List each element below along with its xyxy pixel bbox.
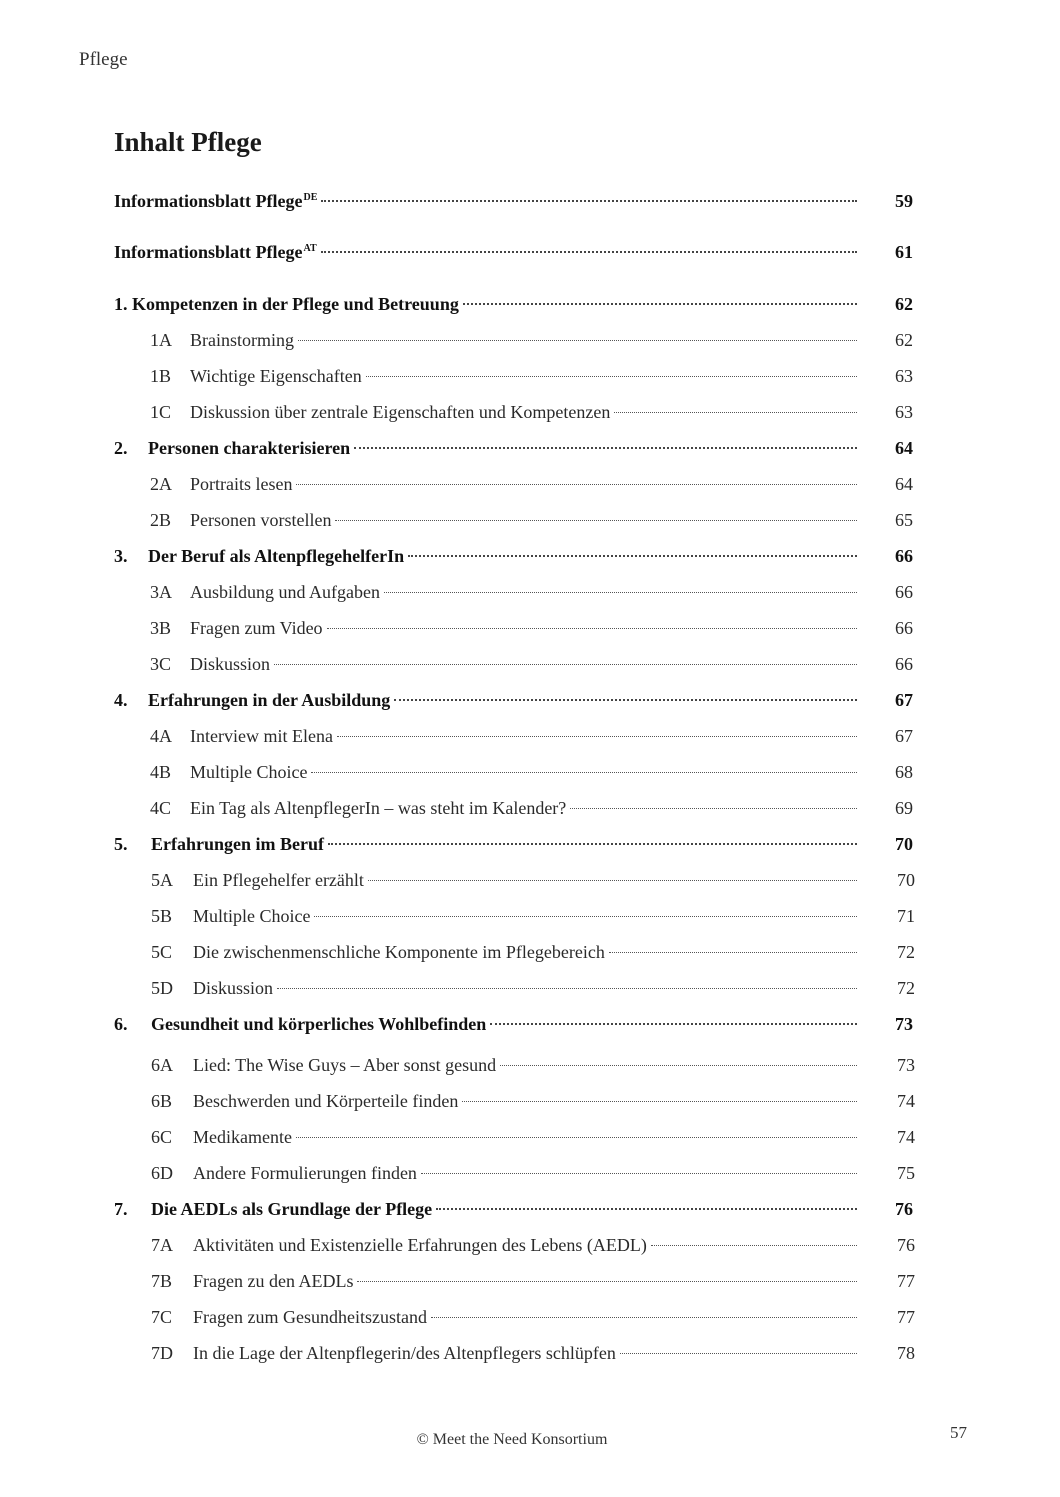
toc-chapter-row[interactable] [114, 189, 860, 213]
toc-section-row[interactable] [151, 868, 860, 892]
toc-page-number: 67 [895, 726, 913, 746]
toc-entry-label: Lied: The Wise Guys – Aber sonst gesund [193, 1055, 497, 1075]
toc-page-number: 66 [895, 618, 913, 638]
toc-dot-leader [614, 412, 857, 413]
toc-entry-superscript: AT [303, 243, 317, 254]
toc-entry-number: 5A [151, 870, 173, 890]
toc-page-number: 77 [897, 1307, 915, 1327]
toc-page-number: 73 [897, 1055, 915, 1075]
toc-entry-number: 7D [151, 1343, 173, 1363]
toc-page-number: 78 [897, 1343, 915, 1363]
toc-entry-label: Ein Tag als AltenpflegerIn – was steht im Kalender? [190, 798, 567, 818]
toc-entry-number: 5D [151, 978, 173, 998]
toc-section-row[interactable] [150, 724, 860, 748]
toc-entry-label: Die zwischenmenschliche Komponente im Pflegebereich [193, 942, 605, 962]
toc-chapter-row[interactable] [114, 544, 860, 568]
toc-section-row[interactable] [150, 616, 860, 640]
toc-entry-label: Aktivitäten und Existenzielle Erfahrungen des Lebens (AEDL) [193, 1235, 647, 1255]
toc-dot-leader [296, 484, 857, 485]
toc-page-number: 59 [895, 191, 913, 211]
toc-entry-label: In die Lage der Altenpflegerin/des Altenpflegers schlüpfen [193, 1343, 616, 1363]
footer-copyright: © Meet the Need Konsortium [416, 1431, 608, 1448]
toc-entry-number: 6A [151, 1055, 173, 1075]
toc-entry-label: Wichtige Eigenschaften [190, 366, 362, 386]
toc-dot-leader [328, 843, 857, 845]
toc-dot-leader [570, 808, 857, 809]
toc-entry-number: 6D [151, 1163, 173, 1183]
toc-section-row[interactable] [151, 940, 860, 964]
toc-page-number: 69 [895, 798, 913, 818]
toc-dot-leader [421, 1173, 857, 1174]
toc-section-row[interactable] [151, 1125, 860, 1149]
toc-dot-leader [394, 699, 857, 701]
toc-page-number: 63 [895, 366, 913, 386]
toc-section-row[interactable] [151, 904, 860, 928]
toc-entry-number: 7C [151, 1307, 173, 1327]
toc-dot-leader [368, 880, 857, 881]
toc-section-row[interactable] [150, 652, 860, 676]
toc-entry-number: 4B [150, 762, 172, 782]
toc-entry-label: Diskussion [190, 654, 271, 674]
toc-dot-leader [490, 1023, 857, 1025]
toc-entry-number: 6. [114, 1014, 128, 1034]
toc-entry-number: 5. [114, 834, 128, 854]
toc-entry-number: 2B [150, 510, 172, 530]
toc-entry-label: Der Beruf als AltenpflegehelferIn [148, 546, 405, 566]
toc-page-number: 70 [895, 834, 913, 854]
toc-dot-leader [436, 1208, 857, 1210]
toc-section-row[interactable] [151, 1161, 860, 1185]
toc-dot-leader [337, 736, 857, 737]
toc-entry-number: 3A [150, 582, 172, 602]
toc-section-row[interactable] [151, 976, 860, 1000]
toc-dot-leader [277, 988, 857, 989]
toc-page-number: 66 [895, 654, 913, 674]
page-number: 57 [950, 1423, 967, 1442]
toc-page-number: 66 [895, 546, 913, 566]
toc-dot-leader [408, 555, 857, 557]
toc-page-number: 64 [895, 438, 913, 458]
toc-entry-number: 3B [150, 618, 172, 638]
toc-dot-leader [431, 1317, 857, 1318]
page-title: Inhalt Pflege [114, 127, 262, 157]
toc-entry-number: 7B [151, 1271, 173, 1291]
toc-entry-label: Erfahrungen in der Ausbildung [148, 690, 391, 710]
toc-dot-leader [384, 592, 857, 593]
toc-dot-leader [366, 376, 857, 377]
toc-entry-number: 4. [114, 690, 128, 710]
toc-page-number: 76 [895, 1199, 913, 1219]
toc-entry-number: 4C [150, 798, 172, 818]
toc-entry-label: Erfahrungen im Beruf [151, 834, 324, 854]
toc-dot-leader [296, 1137, 857, 1138]
toc-dot-leader [651, 1245, 857, 1246]
toc-page-number: 62 [895, 294, 913, 314]
toc-entry-label: Fragen zum Gesundheitszustand [193, 1307, 427, 1327]
toc-entry-label: Gesundheit und körperliches Wohlbefinden [151, 1014, 487, 1034]
toc-entry-number: 1B [150, 366, 172, 386]
toc-dot-leader [274, 664, 857, 665]
toc-chapter-row[interactable] [114, 1197, 860, 1221]
toc-page-number: 70 [897, 870, 915, 890]
toc-page-number: 67 [895, 690, 913, 710]
toc-entry-number: 1A [150, 330, 172, 350]
toc-dot-leader [311, 772, 857, 773]
toc-entry-label: Ausbildung und Aufgaben [190, 582, 380, 602]
toc-entry-label: Brainstorming [190, 330, 294, 350]
toc-entry-number: 1C [150, 402, 172, 422]
toc-chapter-row[interactable] [114, 292, 860, 316]
toc-dot-leader [335, 520, 857, 521]
toc-dot-leader [321, 200, 857, 202]
toc-entry-label: Personen vorstellen [190, 510, 332, 530]
toc-page-number: 73 [895, 1014, 913, 1034]
toc-entry-label: Medikamente [193, 1127, 292, 1147]
toc-entry-number: 2. [114, 438, 128, 458]
toc-entry-number: 7A [151, 1235, 173, 1255]
toc-entry-label: Diskussion über zentrale Eigenschaften und Kompetenzen [190, 402, 611, 422]
toc-section-row[interactable] [150, 364, 860, 388]
toc-chapter-row[interactable] [114, 436, 860, 460]
toc-section-row[interactable] [150, 328, 860, 352]
toc-page-number: 63 [895, 402, 913, 422]
toc-entry-label: Portraits lesen [190, 474, 293, 494]
toc-dot-leader [463, 303, 857, 305]
toc-page-number: 77 [897, 1271, 915, 1291]
toc-page-number: 75 [897, 1163, 915, 1183]
toc-entry-number: 5B [151, 906, 173, 926]
toc-section-row[interactable] [151, 1053, 860, 1077]
toc-section-row[interactable] [150, 472, 860, 496]
toc-entry-label: Diskussion [193, 978, 274, 998]
toc-entry-label: Personen charakterisieren [148, 438, 351, 458]
toc-dot-leader [609, 952, 857, 953]
toc-chapter-row[interactable] [114, 240, 860, 264]
toc-chapter-row[interactable] [114, 688, 860, 712]
toc-section-row[interactable] [150, 760, 860, 784]
toc-entry-number: 6B [151, 1091, 173, 1111]
toc-dot-leader [298, 340, 857, 341]
toc-entry-label: Informationsblatt Pflege$^{AT}$ [114, 242, 317, 262]
toc-dot-leader [357, 1281, 857, 1282]
toc-entry-label: Beschwerden und Körperteile finden [193, 1091, 459, 1111]
toc-page-number: 72 [897, 942, 915, 962]
toc-dot-leader [327, 628, 857, 629]
toc-section-row[interactable] [150, 796, 860, 820]
toc-page-number: 62 [895, 330, 913, 350]
toc-dot-leader [314, 916, 857, 917]
toc-entry-number: 3. [114, 546, 128, 566]
toc-entry-number: 4A [150, 726, 172, 746]
toc-entry-label: Fragen zu den AEDLs [193, 1271, 354, 1291]
toc-entry-number: 6C [151, 1127, 173, 1147]
toc-section-row[interactable] [151, 1305, 860, 1329]
toc-entry-label: Die AEDLs als Grundlage der Pflege [151, 1199, 433, 1219]
toc-page-number: 64 [895, 474, 913, 494]
toc-section-row[interactable] [150, 400, 860, 424]
toc-entry-label: 1. Kompetenzen in der Pflege und Betreuung [114, 294, 459, 314]
toc-page-number: 66 [895, 582, 913, 602]
toc-section-row[interactable] [150, 580, 860, 604]
toc-page-number: 61 [895, 242, 913, 262]
toc-entry-label: Multiple Choice [190, 762, 308, 782]
toc-section-row[interactable] [151, 1233, 860, 1257]
toc-dot-leader [354, 447, 857, 449]
toc-chapter-row[interactable] [114, 832, 860, 856]
toc-entry-label: Interview mit Elena [190, 726, 333, 746]
toc-entry-label: Multiple Choice [193, 906, 311, 926]
toc-entry-label: Andere Formulierungen finden [193, 1163, 417, 1183]
toc-entry-number: 3C [150, 654, 172, 674]
toc-page-number: 65 [895, 510, 913, 530]
toc-page-number: 72 [897, 978, 915, 998]
toc-dot-leader [462, 1101, 857, 1102]
toc-page-number: 68 [895, 762, 913, 782]
toc-page-number: 74 [897, 1127, 915, 1147]
toc-section-row[interactable] [151, 1269, 860, 1293]
toc-page-number: 74 [897, 1091, 915, 1111]
toc-entry-superscript: DE [303, 192, 318, 203]
toc-section-row[interactable] [150, 508, 860, 532]
toc-entry-label: Fragen zum Video [190, 618, 323, 638]
toc-entry-label: Ein Pflegehelfer erzählt [193, 870, 364, 890]
toc-dot-leader [321, 251, 857, 253]
toc-entry-number: 5C [151, 942, 173, 962]
toc-dot-leader [500, 1065, 857, 1066]
toc-section-row[interactable] [151, 1089, 860, 1113]
toc-page-number: 71 [897, 906, 915, 926]
toc-entry-label: Informationsblatt Pflege$^{DE}$ [114, 191, 318, 211]
toc-chapter-row[interactable] [114, 1012, 860, 1036]
toc-dot-leader [620, 1353, 857, 1354]
toc-section-row[interactable] [151, 1341, 860, 1365]
toc-page-number: 76 [897, 1235, 915, 1255]
toc-entry-number: 2A [150, 474, 172, 494]
running-header: Pflege [79, 49, 128, 70]
toc-entry-number: 7. [114, 1199, 128, 1219]
